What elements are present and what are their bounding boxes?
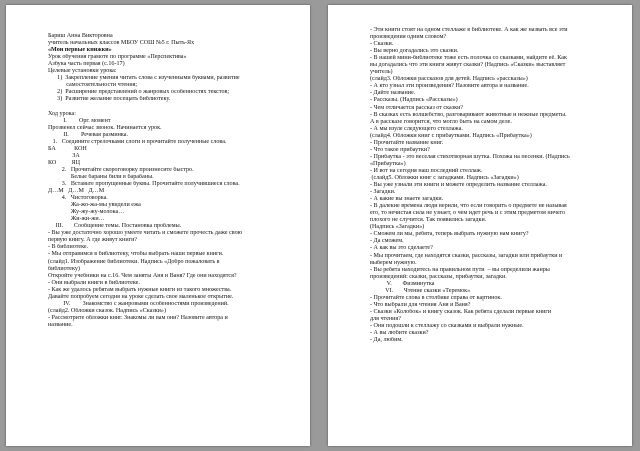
text-line: - Сможем ли мы, ребята, теперь выбрать нужную нам книгу?: [370, 231, 529, 238]
text-line: IV. Знакомство с жанровыми особенностями произведений.: [48, 300, 229, 307]
text-line: - А какие вы знаете загадки.: [370, 196, 444, 203]
text-line: II. Речевая разминка.: [48, 131, 129, 138]
text-line: (слайд4. Обложки книг с прибаутками. Надпись «Прибаутка»): [370, 132, 532, 139]
lesson-title: «Мои первые книжки»: [48, 47, 112, 54]
document-page-left: [6, 5, 310, 446]
text-line: - Чем отличается рассказ от сказки?: [370, 104, 464, 111]
text-line: - А кто узнал эти произведения? Назовите автора и название.: [370, 83, 529, 90]
text-line: - Мы прочитаем, где находятся сказки, рассказы, загадки или прибаутки и: [370, 252, 563, 259]
text-line: - Да сможем.: [370, 238, 404, 245]
text-line: V. Физминутка: [370, 280, 435, 287]
text-line: - Дайте название.: [370, 90, 416, 97]
text-line: Откройте учебники на с.16. Чем заняты Аня и Ваня? Где они находятся?: [48, 272, 237, 279]
text-line: для чтения?: [370, 315, 401, 322]
text-line: - А как вы это сделаете?: [370, 245, 433, 252]
header-line: Целевые установки урока:: [48, 68, 117, 75]
text-line: - Загадки.: [370, 189, 396, 196]
text-line: III. Сообщение темы. Постановка проблемы.: [48, 223, 182, 230]
text-line: - Сказки.: [370, 41, 394, 48]
text-line: - А вы любите сказки?: [370, 330, 429, 337]
text-line: ЗА: [48, 152, 80, 159]
text-line: БА КОН: [48, 145, 87, 152]
right-page-text: [370, 27, 624, 344]
text-line: - Рассмотрите обложки книг. Знакомы ли вам они? Назовите автора и: [48, 314, 228, 321]
text-line: - Как же удалось ребятам выбрать нужные книги из такого множества.: [48, 286, 232, 293]
text-line: (слайд1. Изображение библиотеки. Надпись «Добро пожаловать в: [48, 258, 220, 265]
text-line: - В далекие времена люди верили, что если говорить о предмете не называя: [370, 203, 567, 210]
text-line: Жу-жу-жу-молока…: [48, 209, 125, 216]
text-line: - В сказках есть волшебство, разговаривают животные и нежные предметы.: [370, 111, 567, 118]
text-line: - Что такое прибаутки?: [370, 146, 430, 153]
text-line: (слайд2. Обложки сказок. Надпись «Сказки»): [48, 307, 167, 314]
header-line: учитель начальных классов МБОУ СОШ №5 г. Пыть-Ях: [48, 40, 195, 47]
text-line: Давайте попробуем сегодня на уроке сделать свое маленькое открытие.: [48, 293, 234, 300]
text-line: 1. Соедините стрелочками слоги и прочитайте полученные слова.: [48, 138, 227, 145]
text-line: 4. Чистоговорка.: [48, 195, 108, 202]
header-line: самостоятельности чтения;: [48, 82, 138, 89]
text-line: библиотеку): [48, 265, 80, 272]
text-line: - И вот на сегодня наш последний стеллаж.: [370, 167, 483, 174]
text-line: (слайд3. Обложки рассказов для детей. Надпись «рассказы»): [370, 76, 528, 83]
text-line: - Прочитайте название книг.: [370, 139, 444, 146]
text-line: КО ЯЦ: [48, 159, 81, 166]
text-line: - Что выбрали для чтения Аня и Ваня?: [370, 301, 471, 308]
text-line: Прозвенел сейчас звонок. Начинается урок.: [48, 124, 162, 131]
text-line: - Прочитайте слова в столбике справа от картинок.: [370, 294, 502, 301]
text-line: - Они подошли к стеллажу со сказками и выбрали нужные.: [370, 322, 524, 329]
text-line: - Да, любим.: [370, 337, 403, 344]
header-line: Бариш Анна Викторовна: [48, 33, 113, 39]
header-line: Азбука часть первая (с.16-17): [48, 61, 125, 68]
text-line: - Эти книги стоят на одном стеллаже в библиотеке. А как же назвать все эти: [370, 27, 568, 33]
text-line: (Надпись «Загадки»): [370, 224, 425, 231]
header-line: Урок обучения грамоте по программе «Перспектива»: [48, 54, 187, 61]
text-line: - Вы уже достаточно хорошо умеете читать и сможете прочесть даже свою: [48, 230, 243, 237]
text-line: произведений: сказки, рассказы, прибаутки, загадки.: [370, 273, 507, 280]
text-line: плохого не случится. Так появились загадки.: [370, 217, 487, 224]
text-line: учитель): [370, 69, 393, 76]
header-line: 1) Закрепление умения читать слова с изученными буквами, развитие: [48, 75, 240, 82]
text-line: Белые бараны били в барабаны.: [48, 173, 154, 180]
text-line: I. Орг. момент: [48, 117, 111, 124]
spacer: [48, 103, 302, 110]
text-line: вы догадались что эти книги живут сказки? (Надпись «Сказки» выставляет: [370, 62, 566, 69]
text-line: (слайд5. Обложки книг с загадками. Надпись «Загадки»): [370, 174, 519, 181]
text-line: Жа-жо-жа-мы увидели ежа: [48, 202, 141, 209]
header-line: 3) Развитие желание посещать библиотеку.: [48, 96, 171, 103]
text-line: «Прибаутка»): [370, 160, 406, 167]
text-line: Жи-жи-жи…: [48, 216, 105, 223]
text-line: - Рассказы. (Надпись «Рассказы»): [370, 97, 458, 104]
left-page-text: [48, 33, 302, 329]
text-line: произведения одним словом?: [370, 34, 447, 41]
text-line: - Вы уже узнали эти книги и можете определить название стеллажа.: [370, 182, 547, 189]
text-line: А в рассказе говорится, что могло быть на самом деле.: [370, 118, 512, 125]
text-line: 2. Прочитайте скороговорку произнесите быстро.: [48, 166, 194, 173]
text-line: - Они выбрали книги в библиотеке.: [48, 279, 140, 286]
text-line: первую книгу. А где живут книги?: [48, 237, 138, 244]
text-line: - В библиотеке.: [48, 244, 89, 251]
text-line: 3. Вставьте пропущенные буквы. Прочитайте получившиеся слова.: [48, 180, 240, 187]
header-line: 2) Расширение представлений о жанровых особенностях текстов;: [48, 89, 230, 96]
text-line: название.: [48, 321, 73, 328]
text-line: - Вы ребята находитесь на правильном пути – вы определили жанры: [370, 266, 550, 273]
text-line: Ход урока:: [48, 110, 76, 117]
text-line: - Мы отправимся в библиотеку, чтобы выбрать наши первые книги.: [48, 251, 224, 258]
text-line: VI. Чтение сказки «Теремок»: [370, 287, 471, 294]
text-line: - Вы верно догадались это сказки.: [370, 48, 459, 55]
text-line: - А мы взуле следующего стеллажа.: [370, 125, 463, 132]
text-line: Д…М Д…М Д…М: [48, 188, 105, 195]
text-line: - Прибаутка - это веселая стихотворная шутка. Похожа на песенки. (Надпись: [370, 153, 570, 160]
text-line: - Сказки «Колобок» и книгу сказок. Как ребята сделали первые книги: [370, 308, 552, 315]
document-page-right: [328, 5, 632, 446]
text-line: его, то нечистая сила не узнает, о чем идет речь и с этим предметом ничего: [370, 210, 566, 217]
text-line: выберем нужную.: [370, 259, 417, 266]
text-line: - В нашей мини-библиотеке тоже есть полочка со сказками, найдите её. Как: [370, 55, 567, 62]
